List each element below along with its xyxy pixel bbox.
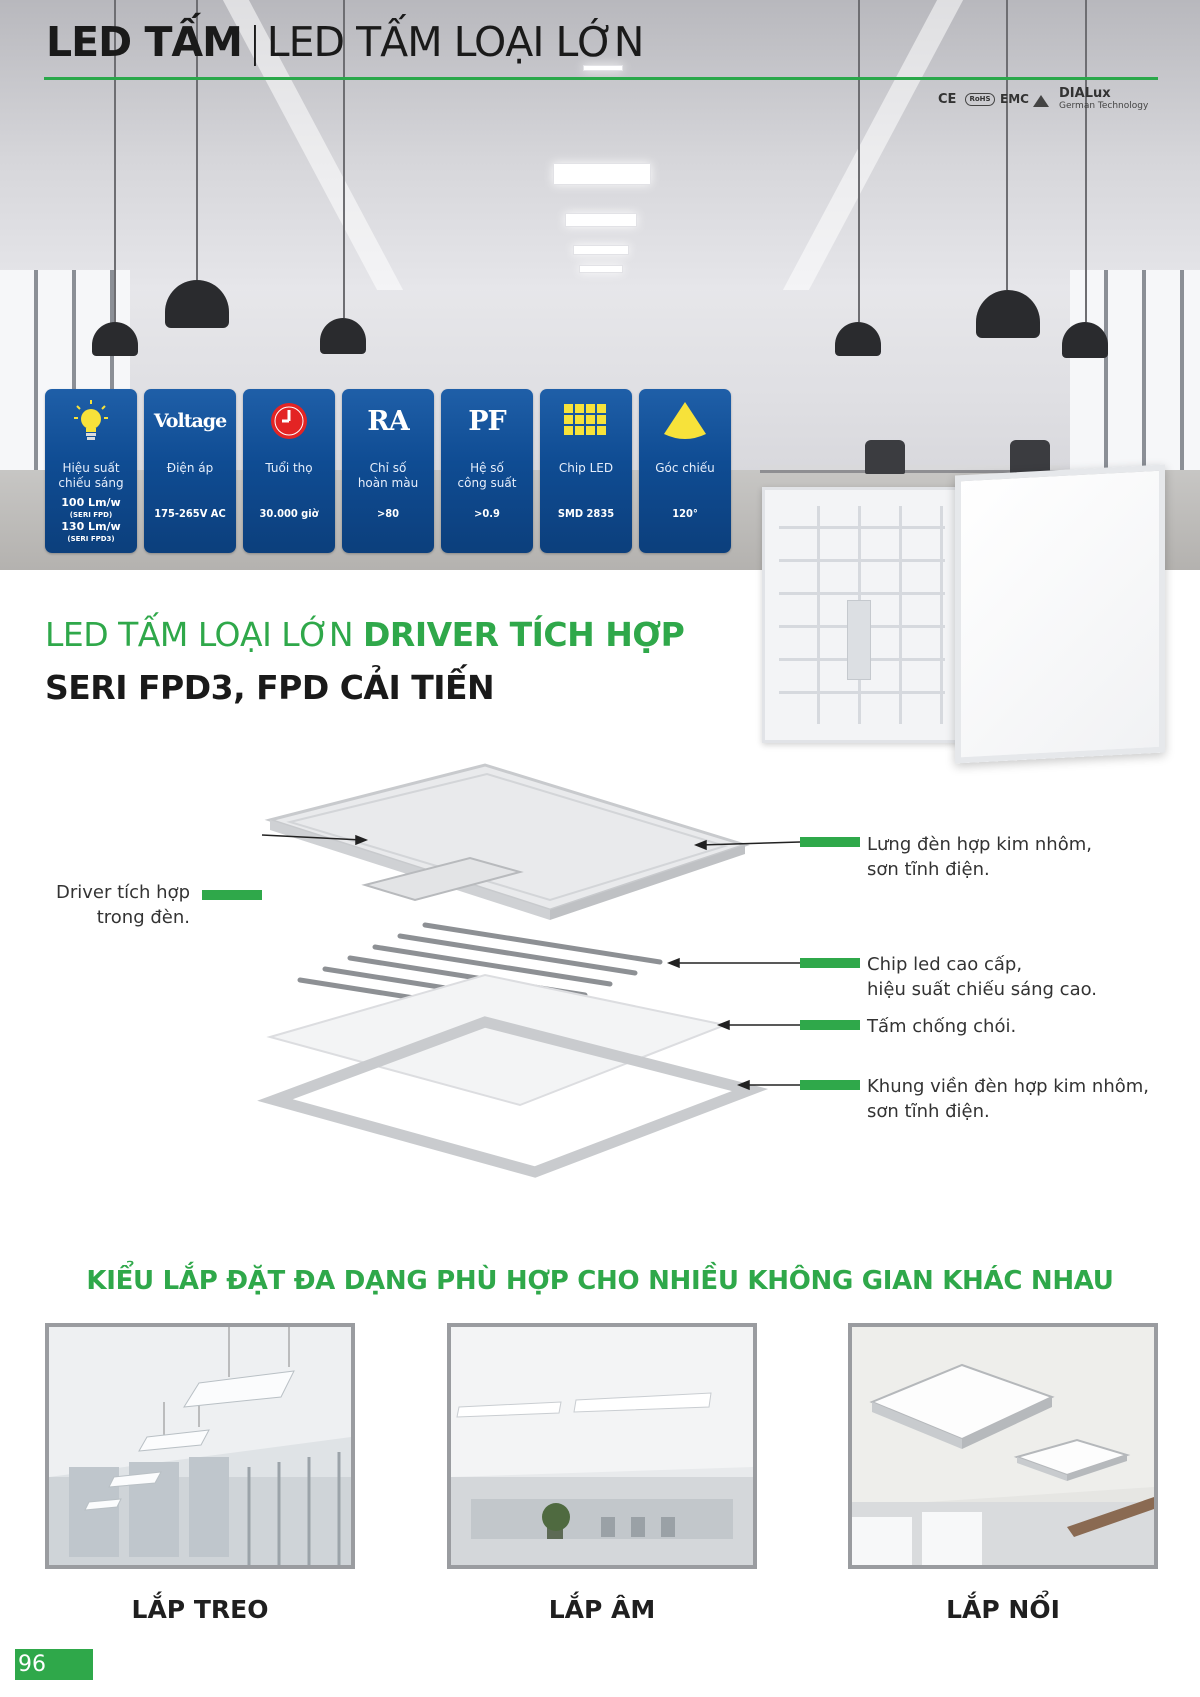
beam-angle-icon: [639, 401, 731, 441]
callout-driver: Driver tích hợp trong đèn.: [55, 882, 190, 928]
spec-tile-efficiency: Hiệu suất chiếu sáng 100 Lm/w (SERI FPD) 130 Lm/w (SERI FPD3): [45, 389, 137, 553]
certification-logos: [938, 87, 1168, 113]
callout-marker: [800, 837, 860, 847]
clock-icon: [243, 401, 335, 441]
spec-value: SMD 2835: [557, 507, 615, 520]
photo-recessed-install: [447, 1323, 757, 1569]
pendant-lamp: [835, 322, 881, 356]
rohs-icon: RoHS: [965, 93, 995, 106]
ceiling-light: [579, 265, 623, 273]
pendant-lamp: [976, 290, 1040, 338]
exploded-diagram: [0, 740, 1200, 1190]
german-technology-label: German Technology: [1059, 101, 1149, 111]
ceiling-light: [553, 163, 651, 185]
title-bold: LED TẤM: [46, 18, 242, 66]
page-number: 96: [15, 1649, 93, 1680]
dialux-logo: DIALux: [1059, 86, 1111, 101]
ceiling-light: [573, 245, 629, 255]
spec-value: 30.000 giờ: [259, 507, 319, 520]
callout-marker: [202, 890, 262, 900]
chair: [865, 440, 905, 474]
triangle-mark-icon: [1033, 95, 1049, 107]
product-heading: LED TẤM LOẠI LỚN DRIVER TÍCH HỢP: [45, 615, 685, 654]
callout-marker: [800, 1080, 860, 1090]
spec-tile-voltage: Voltage Điện áp 175-265V AC: [144, 389, 236, 553]
diffuser-layer: [270, 975, 725, 1105]
spec-tile-chip: Chip LED SMD 2835: [540, 389, 632, 553]
spec-tile-beam-angle: Góc chiếu 120°: [639, 389, 731, 553]
photo-surface-install: [848, 1323, 1158, 1569]
chair: [1010, 440, 1050, 474]
bulb-icon: [45, 401, 137, 441]
pendant-lamp: [320, 318, 366, 354]
caption-recessed: LẮP ÂM: [548, 1595, 656, 1624]
callout-back: Lưng đèn hợp kim nhôm, sơn tĩnh điện.: [867, 834, 1092, 880]
page-title: [46, 18, 643, 66]
ra-icon: RA: [367, 405, 409, 437]
callout-marker: [800, 958, 860, 968]
callout-diffuser: Tấm chống chói.: [867, 1016, 1017, 1037]
title-separator: |: [247, 18, 261, 66]
spec-value: >80: [376, 507, 400, 520]
callout-frame: Khung viền đèn hợp kim nhôm, sơn tĩnh điện.: [867, 1076, 1149, 1122]
title-light: LED TẤM LOẠI LỚN: [266, 18, 644, 66]
ce-mark-icon: CE: [938, 92, 957, 107]
pf-icon: PF: [468, 405, 506, 437]
ceiling-light: [565, 213, 637, 227]
chip-icon: [540, 401, 632, 441]
pendant-lamp: [92, 322, 138, 356]
caption-surface: LẮP NỔI: [946, 1595, 1060, 1624]
spec-tile-lifetime: Tuổi thọ 30.000 giờ: [243, 389, 335, 553]
led-panel-front-image: [955, 464, 1165, 763]
emc-icon: EMC: [1000, 92, 1029, 106]
driver-box: [847, 600, 871, 680]
spec-value: 120°: [672, 507, 698, 520]
product-series: SERI FPD3, FPD CẢI TIẾN: [45, 668, 495, 707]
install-section-title: KIỂU LẮP ĐẶT ĐA DẠNG PHÙ HỢP CHO NHIỀU KHÔNG GIAN KHÁC NHAU: [86, 1266, 1114, 1296]
photo-suspended-install: [45, 1323, 355, 1569]
callout-marker: [800, 1020, 860, 1030]
title-underline: [44, 77, 1158, 80]
spec-value: >0.9: [474, 507, 500, 520]
led-panel-back-image: [762, 487, 962, 743]
caption-suspended: LẮP TREO: [131, 1595, 269, 1624]
spec-tile-cri: RA Chỉ số hoàn màu >80: [342, 389, 434, 553]
spec-tile-power-factor: PF Hệ số công suất >0.9: [441, 389, 533, 553]
voltage-icon: Voltage: [153, 410, 227, 432]
callout-chip: Chip led cao cấp, hiệu suất chiếu sáng cao.: [867, 954, 1098, 1000]
spec-value: 175-265V AC: [154, 507, 226, 520]
